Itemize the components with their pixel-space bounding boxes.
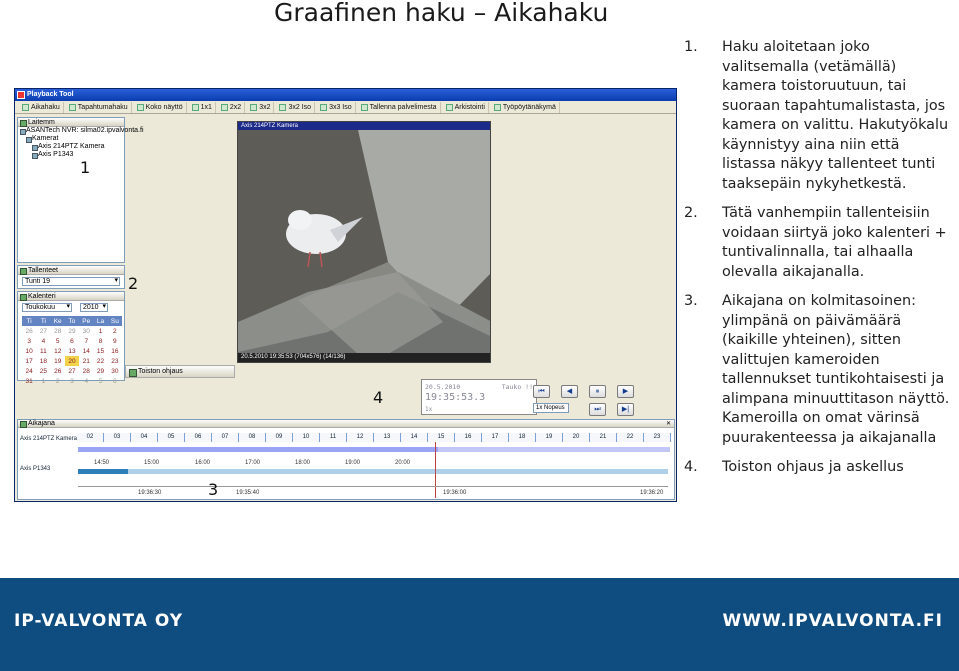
day-cell[interactable]: 17 bbox=[25, 357, 33, 365]
timeline-title: Aikajana bbox=[28, 420, 55, 427]
callout-marker-2: 2 bbox=[128, 274, 139, 293]
day-cell[interactable]: 1 bbox=[41, 377, 46, 385]
calendar-week-row bbox=[22, 346, 122, 356]
playback-speed-text: 1x bbox=[425, 406, 433, 413]
video-camera-label: Axis 214PTZ Kamera bbox=[238, 122, 490, 130]
hour-cell[interactable]: 06 bbox=[185, 433, 212, 442]
window-title: Playback Tool bbox=[27, 91, 74, 98]
day-cell[interactable]: 27 bbox=[68, 367, 76, 375]
toolbar-aikahaku-button[interactable]: Aikahaku bbox=[19, 102, 64, 113]
day-cell[interactable]: 21 bbox=[82, 357, 90, 365]
list-text: Aikajana on kolmitasoinen: ylimpänä on päivämäärä (kaikille yhteinen), sitten valittujen kameroiden tallennukset tuntikohtaisesti ja alimpana minuuttitason näyttö. Kameroilla on omat värinsä puurakenteessa ja aikajanalla bbox=[722, 293, 950, 446]
hour-cell[interactable]: 03 bbox=[104, 433, 131, 442]
event-icon bbox=[69, 104, 76, 111]
toolbar-3x2-iso-button[interactable]: 3x2 Iso bbox=[276, 102, 315, 113]
minute-tick: 19:36:00 bbox=[443, 490, 467, 496]
grid-icon bbox=[221, 104, 228, 111]
day-cell[interactable]: 26 bbox=[25, 327, 33, 335]
recording-segment-camera1[interactable] bbox=[78, 447, 438, 452]
minute-tick: 19:36:30 bbox=[138, 490, 162, 496]
toolbar-archive-button[interactable]: Arkistointi bbox=[443, 102, 489, 113]
weekday-cell: Ti bbox=[22, 316, 36, 326]
minute-tick: 19:36:20 bbox=[640, 490, 664, 496]
play-button[interactable] bbox=[617, 385, 634, 398]
skip-back-button[interactable] bbox=[533, 385, 550, 398]
hour-cell[interactable]: 21 bbox=[590, 433, 617, 442]
timeline-tick: 17:00 bbox=[245, 460, 261, 466]
tree-item-camera-axis214[interactable]: Axis 214PTZ Kamera bbox=[18, 143, 124, 151]
year-select[interactable]: 2010 ▾ bbox=[80, 303, 108, 312]
hour-cell[interactable]: 16 bbox=[455, 433, 482, 442]
tree-item-cameras[interactable]: Kamerat bbox=[18, 135, 124, 143]
hour-cell[interactable]: 10 bbox=[293, 433, 320, 442]
footer-bar bbox=[0, 578, 959, 671]
list-number: 4. bbox=[684, 459, 698, 475]
day-cell[interactable]: 5 bbox=[98, 377, 103, 385]
hour-cell[interactable]: 18 bbox=[509, 433, 536, 442]
timeline-tick: 16:00 bbox=[195, 460, 211, 466]
day-cell[interactable]: 6 bbox=[113, 377, 117, 385]
weekday-cell: To bbox=[65, 316, 79, 326]
weekday-cell: Su bbox=[108, 316, 122, 326]
timeline-tick: 15:00 bbox=[144, 460, 160, 466]
weekday-cell: Ke bbox=[51, 316, 65, 326]
hour-cell[interactable]: 19 bbox=[536, 433, 563, 442]
hour-cell[interactable]: 05 bbox=[158, 433, 185, 442]
video-viewport[interactable] bbox=[237, 121, 491, 363]
minute-scale-line bbox=[78, 486, 668, 487]
toolbar-3x2-button[interactable]: 3x2 bbox=[247, 102, 274, 113]
toolbar-desktop-view-button[interactable]: Työpöytänäkymä bbox=[491, 102, 560, 113]
grid-icon bbox=[320, 104, 327, 111]
list-text: Tätä vanhempiin tallenteisiin voidaan siirtyä joko kalenteri + tuntivalinnalla, tai alhaalla olevalla aikajanalla. bbox=[722, 205, 947, 280]
timeline-row-label: Axis 214PTZ Kamera bbox=[20, 436, 78, 442]
day-cell[interactable]: 19 bbox=[54, 357, 62, 365]
timeline-hours-row bbox=[77, 433, 671, 442]
hour-cell[interactable]: 13 bbox=[374, 433, 401, 442]
device-tree-header[interactable]: Laitemm bbox=[18, 118, 124, 127]
list-number: 3. bbox=[684, 293, 698, 309]
timeline-header[interactable] bbox=[18, 420, 674, 428]
list-item bbox=[684, 204, 954, 282]
hour-cell[interactable]: 08 bbox=[239, 433, 266, 442]
list-number: 2. bbox=[684, 205, 698, 221]
step-forward-icon: ▶| bbox=[621, 406, 630, 413]
archive-icon bbox=[446, 104, 453, 111]
recordings-header[interactable]: Tallenteet bbox=[18, 266, 124, 275]
timeline-cursor[interactable] bbox=[435, 442, 436, 498]
day-cell[interactable]: 5 bbox=[55, 337, 60, 345]
day-cell[interactable]: 13 bbox=[68, 347, 76, 355]
timeline-panel bbox=[17, 419, 675, 500]
grid-icon bbox=[192, 104, 199, 111]
toolbar bbox=[15, 101, 676, 114]
day-cell[interactable]: 2 bbox=[113, 327, 117, 335]
day-cell[interactable]: 9 bbox=[113, 337, 117, 345]
hour-cell[interactable]: 23 bbox=[644, 433, 671, 442]
close-icon[interactable]: ✕ bbox=[665, 421, 671, 427]
calendar-week-row bbox=[22, 356, 122, 366]
weekday-cell: La bbox=[93, 316, 107, 326]
hour-cell[interactable]: 15 bbox=[428, 433, 455, 442]
day-cell[interactable]: 28 bbox=[54, 327, 62, 335]
camera-frame-image bbox=[238, 122, 491, 363]
day-cell[interactable]: 29 bbox=[96, 367, 105, 375]
search-icon bbox=[22, 104, 29, 111]
hour-cell[interactable]: 20 bbox=[563, 433, 590, 442]
day-cell[interactable]: 27 bbox=[39, 327, 48, 335]
list-item bbox=[684, 38, 954, 194]
day-cell[interactable]: 7 bbox=[84, 337, 89, 345]
device-tree-panel bbox=[17, 117, 144, 263]
day-cell[interactable]: 14 bbox=[82, 347, 90, 355]
list-number: 1. bbox=[684, 39, 698, 55]
tree-item-camera-p1343[interactable]: Axis P1343 bbox=[18, 151, 124, 159]
play-reverse-icon: ◀ bbox=[566, 388, 573, 395]
day-cell-selected[interactable]: 20 bbox=[65, 356, 79, 366]
grid-icon bbox=[250, 104, 257, 111]
footer-url[interactable]: WWW.IPVALVONTA.FI bbox=[722, 611, 943, 631]
recordings-panel bbox=[17, 265, 125, 289]
fullscreen-icon bbox=[137, 104, 144, 111]
tree-item-nvr[interactable]: ASANTech NVR: silma02.ipvalvonta.fi bbox=[18, 127, 124, 135]
calendar-selectors bbox=[18, 301, 124, 314]
day-cell[interactable]: 22 bbox=[96, 357, 105, 365]
weekday-cell: Pe bbox=[79, 316, 93, 326]
footer-brand: IP-VALVONTA OY bbox=[14, 611, 184, 631]
grid-icon bbox=[279, 104, 286, 111]
day-cell[interactable]: 8 bbox=[98, 337, 103, 345]
day-cell[interactable]: 10 bbox=[25, 347, 33, 355]
timeline-tick: 19:00 bbox=[345, 460, 361, 466]
recording-segment-camera1[interactable] bbox=[438, 447, 670, 452]
day-cell[interactable]: 31 bbox=[25, 377, 33, 385]
playback-time-display bbox=[421, 379, 537, 415]
timeline-tick: 20:00 bbox=[395, 460, 411, 466]
toolbar-tapahtumahaku-button[interactable]: Tapahtumahaku bbox=[66, 102, 132, 113]
list-item bbox=[684, 458, 954, 478]
calendar-week-row bbox=[22, 326, 122, 336]
toolbar-save-button[interactable]: Tallenna palvelimesta bbox=[358, 102, 441, 113]
hour-select[interactable]: Tunti 19 ▾ bbox=[22, 277, 120, 286]
hour-cell[interactable]: 12 bbox=[347, 433, 374, 442]
hour-cell[interactable]: 09 bbox=[266, 433, 293, 442]
play-icon: ▶ bbox=[622, 388, 629, 395]
speed-select[interactable]: 1x Nopeus bbox=[533, 403, 569, 413]
page-title: Graafinen haku – Aikahaku bbox=[274, 0, 609, 27]
hour-cell[interactable]: 07 bbox=[212, 433, 239, 442]
toolbar-3x3-iso-button[interactable]: 3x3 Iso bbox=[317, 102, 356, 113]
day-cell[interactable]: 16 bbox=[111, 347, 119, 355]
app-icon bbox=[17, 91, 25, 99]
day-cell[interactable]: 24 bbox=[25, 367, 33, 375]
weekday-cell: Ti bbox=[36, 316, 50, 326]
step-forward-button[interactable] bbox=[617, 403, 634, 416]
playback-status: Tauko !! bbox=[501, 383, 533, 391]
day-cell[interactable]: 25 bbox=[39, 367, 48, 375]
day-cell[interactable]: 30 bbox=[82, 327, 90, 335]
list-text: Haku aloitetaan joko valitsemalla (vetämällä) kamera toistoruutuun, tai suoraan tapahtumalistasta, jos kamera on valittu. Hakutyökalu käynnistyy aina niin että listassa näkyy tallenteet tunti taaksepäin nykyhetkestä. bbox=[722, 39, 949, 192]
calendar-week-row bbox=[22, 336, 122, 346]
day-cell[interactable]: 28 bbox=[82, 367, 90, 375]
device-tree bbox=[18, 127, 144, 159]
calendar-week-row bbox=[22, 366, 122, 376]
callout-marker-4: 4 bbox=[373, 388, 384, 407]
playback-tool-window bbox=[14, 88, 677, 502]
recording-segment-camera2[interactable] bbox=[128, 469, 668, 474]
hour-cell[interactable]: 04 bbox=[131, 433, 158, 442]
day-cell[interactable]: 30 bbox=[111, 367, 119, 375]
calendar-week-row bbox=[22, 376, 122, 386]
recording-segment-camera2[interactable] bbox=[78, 469, 128, 474]
calendar-panel bbox=[17, 291, 125, 385]
day-cell[interactable]: 26 bbox=[54, 367, 62, 375]
save-icon bbox=[361, 104, 368, 111]
skip-back-icon: ⏮ bbox=[538, 388, 545, 395]
desktop-icon bbox=[494, 104, 501, 111]
hour-cell[interactable]: 22 bbox=[617, 433, 644, 442]
hour-cell[interactable]: 02 bbox=[77, 433, 104, 442]
day-cell[interactable]: 15 bbox=[96, 347, 105, 355]
left-pane bbox=[17, 117, 144, 417]
calendar-weekday-row bbox=[22, 316, 122, 326]
day-cell[interactable]: 6 bbox=[70, 337, 74, 345]
day-cell[interactable]: 12 bbox=[54, 347, 62, 355]
hour-cell[interactable]: 11 bbox=[320, 433, 347, 442]
day-cell[interactable]: 18 bbox=[39, 357, 48, 365]
day-cell[interactable]: 3 bbox=[70, 377, 74, 385]
playback-time: 19:35:53.3 bbox=[425, 392, 486, 403]
video-timestamp: 20.5.2010 19:35:53 (704x576) (14/136) bbox=[238, 353, 490, 362]
instruction-list bbox=[684, 38, 954, 488]
minute-tick: 19:35:40 bbox=[236, 490, 260, 496]
callout-marker-3: 3 bbox=[208, 480, 219, 499]
window-titlebar[interactable] bbox=[15, 89, 676, 101]
day-cell[interactable]: 3 bbox=[27, 337, 31, 345]
toolbar-1x1-button[interactable]: 1x1 bbox=[189, 102, 216, 113]
playback-date: 20.5.2010 bbox=[425, 383, 461, 391]
toolbar-fullscreen-button[interactable]: Koko näyttö bbox=[134, 102, 187, 113]
hour-cell[interactable]: 17 bbox=[482, 433, 509, 442]
pause-icon: ⏸ bbox=[595, 388, 600, 395]
day-cell[interactable]: 2 bbox=[55, 377, 60, 385]
day-cell[interactable]: 11 bbox=[40, 347, 47, 355]
list-text: Toiston ohjaus ja askellus bbox=[722, 459, 904, 475]
calendar-grid bbox=[22, 316, 122, 386]
skip-forward-icon: ⏭ bbox=[594, 406, 601, 413]
callout-marker-1: 1 bbox=[80, 158, 91, 177]
skip-forward-button[interactable] bbox=[589, 403, 606, 416]
hour-cell[interactable]: 14 bbox=[401, 433, 428, 442]
day-cell[interactable]: 29 bbox=[68, 327, 76, 335]
list-item bbox=[684, 292, 954, 448]
day-cell[interactable]: 23 bbox=[111, 357, 119, 365]
month-select[interactable]: Toukokuu ▾ bbox=[22, 303, 72, 312]
day-cell[interactable]: 1 bbox=[98, 327, 103, 335]
day-cell[interactable]: 4 bbox=[41, 337, 46, 345]
timeline-row-label: Axis P1343 bbox=[20, 466, 51, 472]
pause-button[interactable] bbox=[589, 385, 606, 398]
calendar-header[interactable]: Kalenteri bbox=[18, 292, 124, 301]
toolbar-2x2-button[interactable]: 2x2 bbox=[218, 102, 245, 113]
timeline-tick: 14:50 bbox=[94, 460, 110, 466]
day-cell[interactable]: 4 bbox=[84, 377, 89, 385]
playback-control-header[interactable]: Toiston ohjaus bbox=[125, 365, 235, 378]
timeline-tick: 18:00 bbox=[295, 460, 311, 466]
play-reverse-button[interactable] bbox=[561, 385, 578, 398]
